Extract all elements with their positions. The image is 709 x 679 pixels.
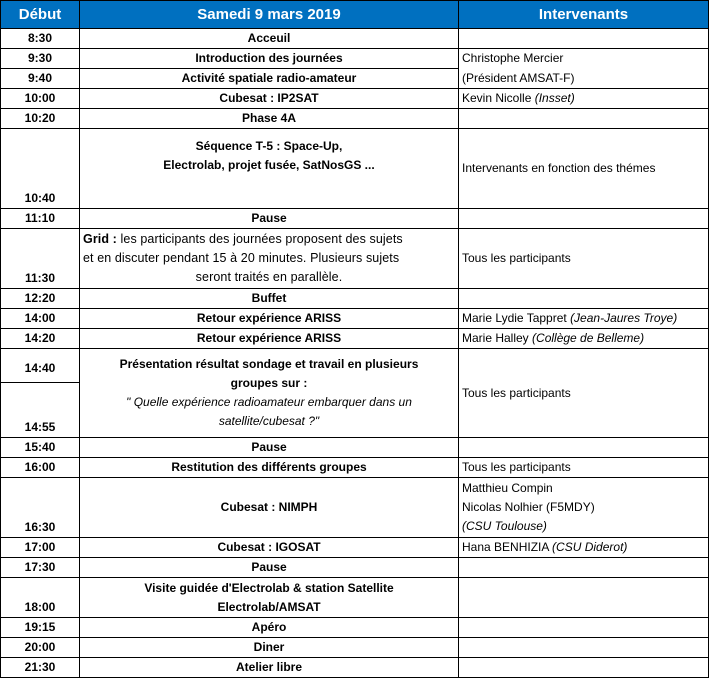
- speaker-cell: [459, 109, 709, 129]
- time-cell: 14:20: [1, 329, 80, 349]
- header-time: Début: [1, 1, 80, 29]
- event-line: Electrolab/AMSAT: [217, 599, 321, 614]
- time-cell: 16:00: [1, 458, 80, 478]
- speaker-cell: [459, 89, 709, 109]
- speaker-affiliation: (Jean-Jaures Troye): [570, 311, 678, 325]
- speaker-cell: [459, 209, 709, 229]
- table-row: [1, 618, 709, 638]
- time-cell: 11:10: [1, 209, 80, 229]
- event-cell: Acceuil: [80, 29, 459, 49]
- event-cell: Cubesat : IGOSAT: [80, 538, 459, 558]
- event-line: " Quelle expérience radioamateur embarquer dans un: [126, 395, 412, 409]
- time-cell: 19:15: [1, 618, 80, 638]
- event-cell: Restitution des différents groupes: [80, 458, 459, 478]
- time-cell: 18:00: [1, 578, 80, 618]
- speaker-cell: [459, 578, 709, 618]
- event-cell: [80, 349, 459, 438]
- grid-label: Grid :: [83, 232, 117, 246]
- time-cell: 17:30: [1, 558, 80, 578]
- table-row: [1, 478, 709, 538]
- event-line: Séquence T-5 : Space-Up,: [195, 139, 343, 153]
- speaker-cell: [459, 638, 709, 658]
- event-cell: [80, 578, 459, 618]
- speaker-line: Nicolas Nolhier (F5MDY): [462, 500, 595, 514]
- speaker-cell: [459, 618, 709, 638]
- event-line: Présentation résultat sondage et travail en plusieurs: [119, 357, 419, 371]
- event-cell: Activité spatiale radio-amateur: [80, 69, 459, 89]
- table-row: [1, 29, 709, 49]
- time-cell: 20:00: [1, 638, 80, 658]
- speaker-name: Hana BENHIZIA: [462, 540, 553, 554]
- time-cell: 10:00: [1, 89, 80, 109]
- header-row: [1, 1, 709, 29]
- time-cell: 21:30: [1, 658, 80, 678]
- time-cell: 14:00: [1, 309, 80, 329]
- event-cell: Retour expérience ARISS: [80, 309, 459, 329]
- speaker-affiliation: (CSU Diderot): [552, 540, 628, 554]
- speaker-line: (CSU Toulouse): [462, 519, 547, 533]
- table-row: [1, 658, 709, 678]
- event-line: groupes sur :: [230, 376, 308, 390]
- speaker-cell: [459, 289, 709, 309]
- event-cell: [80, 129, 459, 209]
- table-row: [1, 209, 709, 229]
- table-row: [1, 109, 709, 129]
- time-cell: 11:30: [1, 229, 80, 289]
- time-cell: 16:30: [1, 478, 80, 538]
- speaker-cell: [459, 478, 709, 538]
- speaker-affiliation: (Insset): [534, 91, 575, 105]
- grid-text: les participants des journées proposent des sujets: [116, 232, 403, 246]
- speaker-cell: Christophe Mercier: [459, 49, 709, 69]
- event-cell: Cubesat : NIMPH: [80, 478, 459, 538]
- table-row: [1, 229, 709, 289]
- speaker-cell: [459, 329, 709, 349]
- table-row: [1, 89, 709, 109]
- time-cell: 8:30: [1, 29, 80, 49]
- table-row: [1, 129, 709, 209]
- event-line: seront traités en parallèle.: [195, 270, 343, 284]
- speaker-cell: [459, 438, 709, 458]
- time-start: 14:40: [24, 361, 56, 375]
- time-cell: 12:20: [1, 289, 80, 309]
- table-row: [1, 538, 709, 558]
- speaker-cell: Tous les participants: [459, 458, 709, 478]
- event-cell: [80, 229, 459, 289]
- event-cell: Introduction des journées: [80, 49, 459, 69]
- table-row: [1, 438, 709, 458]
- time-end: 14:55: [24, 420, 56, 434]
- event-line: [83, 230, 455, 249]
- header-speakers: Intervenants: [459, 1, 709, 29]
- speaker-cell: Tous les participants: [459, 229, 709, 289]
- header-event: Samedi 9 mars 2019: [80, 1, 459, 29]
- event-line: et en discuter pendant 15 à 20 minutes. Plusieurs sujets: [83, 251, 400, 265]
- speaker-cell: Tous les participants: [459, 349, 709, 438]
- table-row: [1, 49, 709, 69]
- event-cell: Phase 4A: [80, 109, 459, 129]
- time-cell: 10:40: [1, 129, 80, 209]
- event-line: Electrolab, projet fusée, SatNosGS ...: [163, 158, 375, 172]
- time-cell: 10:20: [1, 109, 80, 129]
- speaker-cell: [459, 309, 709, 329]
- event-cell: Pause: [80, 209, 459, 229]
- event-cell: Buffet: [80, 289, 459, 309]
- speaker-name: Marie Lydie Tappret: [462, 311, 571, 325]
- event-cell: Pause: [80, 558, 459, 578]
- time-cell: [1, 349, 80, 438]
- table-row: [1, 349, 709, 438]
- event-cell: Retour expérience ARISS: [80, 329, 459, 349]
- event-cell: Pause: [80, 438, 459, 458]
- event-cell: Apéro: [80, 618, 459, 638]
- table-row: [1, 309, 709, 329]
- table-row: [1, 638, 709, 658]
- event-line: Visite guidée d'Electrolab & station Satellite: [144, 580, 394, 595]
- table-row: [1, 578, 709, 618]
- event-line: satellite/cubesat ?": [218, 414, 320, 428]
- speaker-cell: [459, 29, 709, 49]
- speaker-affiliation: (Collège de Belleme): [532, 331, 645, 345]
- speaker-line: Matthieu Compin: [462, 481, 553, 495]
- speaker-cell: [459, 538, 709, 558]
- speaker-cell: [459, 558, 709, 578]
- speaker-cell: (Président AMSAT-F): [459, 69, 709, 89]
- table-row: [1, 329, 709, 349]
- time-cell: 15:40: [1, 438, 80, 458]
- time-cell: 9:30: [1, 49, 80, 69]
- table-row: [1, 558, 709, 578]
- speaker-cell: [459, 658, 709, 678]
- event-cell: Cubesat : IP2SAT: [80, 89, 459, 109]
- speaker-name: Kevin Nicolle: [462, 91, 535, 105]
- time-cell: 9:40: [1, 69, 80, 89]
- speaker-cell: Intervenants en fonction des thémes: [459, 129, 709, 209]
- event-cell: Atelier libre: [80, 658, 459, 678]
- table-row: [1, 69, 709, 89]
- time-cell: 17:00: [1, 538, 80, 558]
- event-cell: Diner: [80, 638, 459, 658]
- speaker-name: Marie Halley: [462, 331, 533, 345]
- table-row: [1, 289, 709, 309]
- table-row: [1, 458, 709, 478]
